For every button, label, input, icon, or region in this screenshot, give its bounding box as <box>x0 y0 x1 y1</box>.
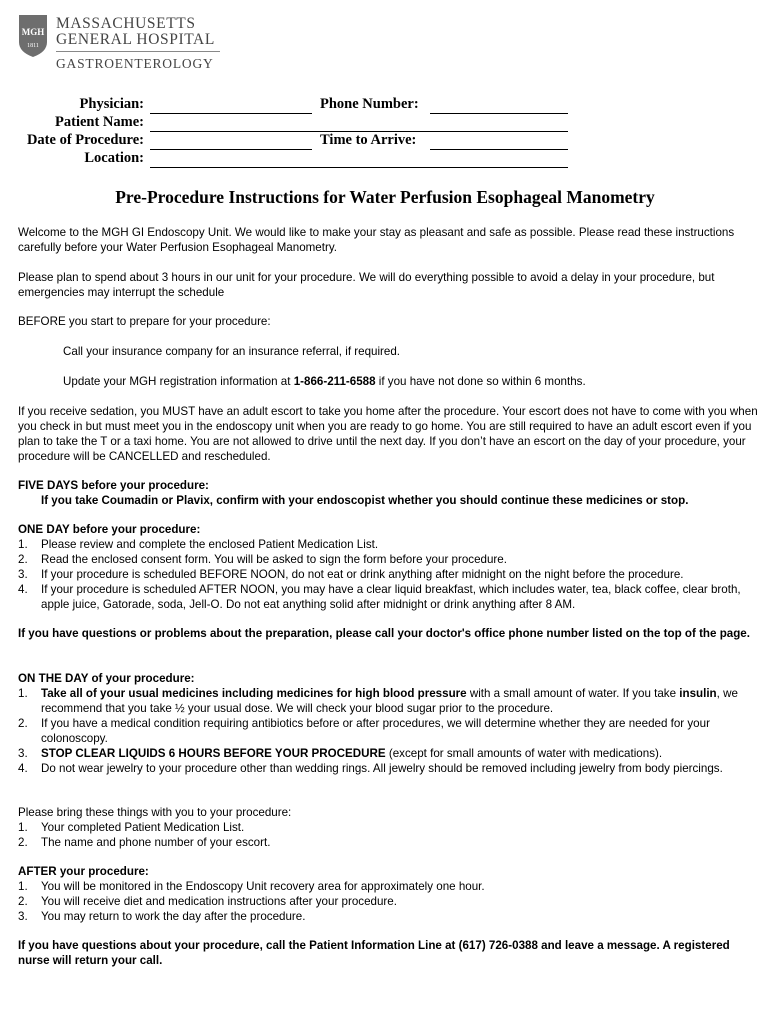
list-item: 4. Do not wear jewelry to your procedure other than wedding rings. All jewelry should be removed including jewelry from body piercings. <box>18 762 723 775</box>
preparation-questions-note: If you have questions or problems about the preparation, please call your doctor's office phone number listed on the top of the page. <box>18 627 750 640</box>
patient-name-label: Patient Name: <box>55 114 144 130</box>
time-to-arrive-field[interactable] <box>430 149 568 150</box>
one-day-heading: ONE DAY before your procedure: <box>18 523 201 536</box>
mgh-shield-icon <box>18 14 48 58</box>
sedation-paragraph: If you receive sedation, you MUST have an adult escort to take you home after the procedure. Your escort does not have to come with you when you check in but must meet you in the endoscopy unit when you are ready to go home. You are still required to have an adult escort even if you plan to take the T or a taxi home. You are not allowed to drive until the next day. If you don’t have an escort on the day of your procedure, your procedure will be CANCELLED and rescheduled. <box>18 405 758 463</box>
insurance-instruction: Call your insurance company for an insurance referral, if required. <box>63 345 401 358</box>
registration-instruction <box>63 374 753 389</box>
list-item: 1. Take all of your usual medicines including medicines for high blood pressure with a small amount of water. If you take insulin, we recommend that you take ½ your usual dose. We will check your blood sugar prior to the procedure. <box>18 687 738 715</box>
welcome-paragraph: Welcome to the MGH GI Endoscopy Unit. We would like to make your stay as pleasant and safe as possible. Please read these instructions carefully before your Water Perfusion Esophageal Manometry. <box>18 226 735 254</box>
registration-text-post: if you have not done so within 6 months. <box>375 375 586 388</box>
list-item: 3. STOP CLEAR LIQUIDS 6 HOURS BEFORE YOUR PROCEDURE (except for small amounts of water with medications). <box>18 747 663 760</box>
bring-heading: Please bring these things with you to your procedure: <box>18 806 292 819</box>
registration-text-pre: Update your MGH registration information at <box>63 375 294 388</box>
list-item: 1. You will be monitored in the Endoscopy Unit recovery area for approximately one hour. <box>18 880 485 893</box>
hospital-name-line2: GENERAL HOSPITAL <box>56 31 215 48</box>
list-item: 2. The name and phone number of your escort. <box>18 836 271 849</box>
logo-divider <box>56 51 220 52</box>
list-item: 3. You may return to work the day after the procedure. <box>18 910 306 923</box>
list-item: 3. If your procedure is scheduled BEFORE NOON, do not eat or drink anything after midnight on the night before the procedure. <box>18 568 684 581</box>
closing-note: If you have questions about your procedure, call the Patient Information Line at (617) 726-0388 and leave a message. A registered nurse will return your call. <box>18 939 730 967</box>
hospital-name-line1: MASSACHUSETTS <box>56 15 196 32</box>
document-title: Pre-Procedure Instructions for Water Perfusion Esophageal Manometry <box>115 187 655 207</box>
list-item: 2. You will receive diet and medication instructions after your procedure. <box>18 895 397 908</box>
after-heading: AFTER your procedure: <box>18 865 149 878</box>
bring-list <box>18 820 760 850</box>
svg-text:MGH: MGH <box>21 27 45 37</box>
department-name: GASTROENTEROLOGY <box>56 56 214 71</box>
five-days-instruction: If you take Coumadin or Plavix, confirm with your endoscopist whether you should continue these medicines or stop. <box>41 494 689 507</box>
date-of-procedure-label: Date of Procedure: <box>26 132 144 148</box>
physician-label: Physician: <box>79 96 144 112</box>
day-of-heading: ON THE DAY of your procedure: <box>18 672 195 685</box>
list-item: 2. If you have a medical condition requiring antibiotics before or after procedures, we will determine whether they are needed for your colonoscopy. <box>18 717 710 745</box>
day-of-list <box>18 686 760 776</box>
one-day-list <box>18 537 760 612</box>
list-item: 1. Please review and complete the enclosed Patient Medication List. <box>18 538 379 551</box>
phone-number-field[interactable] <box>430 113 568 114</box>
location-field[interactable] <box>150 167 568 168</box>
list-item: 2. Read the enclosed consent form. You will be asked to sign the form before your procedure. <box>18 553 507 566</box>
registration-phone: 1-866-211-6588 <box>293 375 376 388</box>
svg-text:1811: 1811 <box>27 43 39 49</box>
list-item: 1. Your completed Patient Medication List. <box>18 821 245 834</box>
plan-paragraph: Please plan to spend about 3 hours in our unit for your procedure. We will do everything possible to avoid a delay in your procedure, but emergencies may interrupt the schedule <box>18 271 715 299</box>
after-list <box>18 879 760 924</box>
list-item: 4. If your procedure is scheduled AFTER NOON, you may have a clear liquid breakfast, which includes water, tea, black coffee, clear broth, apple juice, Gatorade, soda, Jell-O. Do not eat anything solid after midnight or drink anything after 8 AM. <box>18 583 741 611</box>
physician-field[interactable] <box>150 113 312 114</box>
date-of-procedure-field[interactable] <box>150 149 312 150</box>
time-to-arrive-label: Time to Arrive: <box>320 132 417 148</box>
phone-number-label: Phone Number: <box>320 96 419 112</box>
five-days-heading: FIVE DAYS before your procedure: <box>18 479 209 492</box>
hospital-name <box>56 16 215 48</box>
before-heading: BEFORE you start to prepare for your procedure: <box>18 315 271 328</box>
location-label: Location: <box>84 150 144 166</box>
